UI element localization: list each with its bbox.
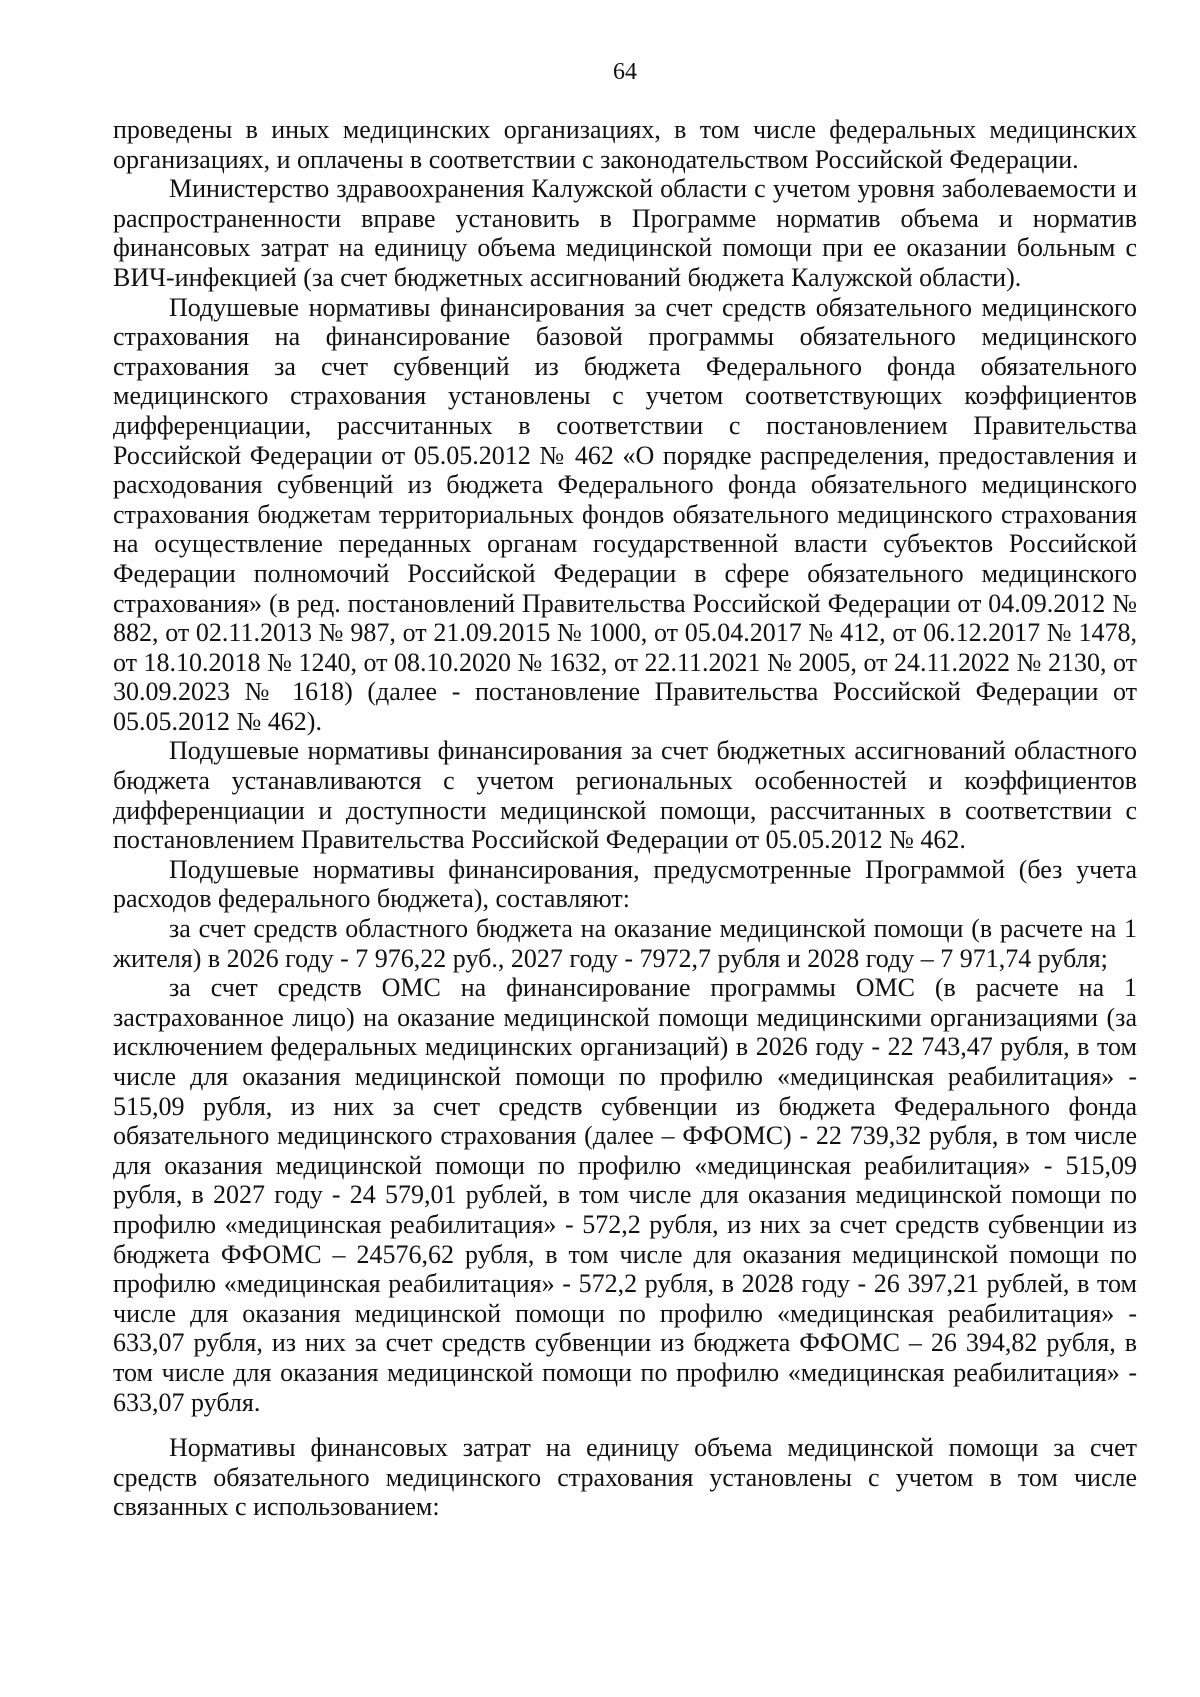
paragraph-cost-norms: Нормативы финансовых затрат на единицу объема медицинской помощи за счет средств обязательного медицинского страхования установлены с учетом в том числе связанных с использованием:	[113, 1433, 1137, 1522]
document-body	[113, 115, 1137, 1522]
paragraph-regional-budget-amounts: за счет средств областного бюджета на оказание медицинской помощи (в расчете на 1 жителя) в 2026 году - 7 976,22 руб., 2027 году - 7972,7 рубля и 2028 году – 7 971,74 рубля;	[113, 914, 1137, 973]
paragraph-regional-budget: Подушевые нормативы финансирования за счет бюджетных ассигнований областного бюджета устанавливаются с учетом региональных особенностей и коэффициентов дифференциации и доступности медицинской помощи, рассчитанных в соответствии с постановлением Правительства Российской Федерации от 05.05.2012 № 462.	[113, 736, 1137, 855]
paragraph-hiv-norms: Министерство здравоохранения Калужской области с учетом уровня заболеваемости и распространенности вправе установить в Программе норматив объема и норматив финансовых затрат на единицу объема медицинской помощи при ее оказании больным с ВИЧ-инфекцией (за счет бюджетных ассигнований бюджета Калужской области).	[113, 174, 1137, 292]
paragraph-oms-amounts: за счет средств ОМС на финансирование программы ОМС (в расчете на 1 застрахованное лицо) на оказание медицинской помощи медицинскими организациями (за исключением федеральных медицинских организаций) в 2026 году - 22 743,47 рубля, в том числе для оказания медицинской помощи по профилю «медицинская реабилитация» - 515,09 рубля, из них за счет средств субвенции из бюджета Федерального фонда обязательного медицинского страхования (далее – ФФОМС) - 22 739,32 рубля, в том числе для оказания медицинской помощи по профилю «медицинская реабилитация» - 515,09 рубля, в 2027 году - 24 579,01 рублей, в том числе для оказания медицинской помощи по профилю «медицинская реабилитация» - 572,2 рубля, из них за счет средств субвенции из бюджета ФФОМС – 24576,62 рубля, в том числе для оказания медицинской помощи по профилю «медицинская реабилитация» - 572,2 рубля, в 2028 году - 26 397,21 рублей, в том числе для оказания медицинской помощи по профилю «медицинская реабилитация» - 633,07 рубля, из них за счет средств субвенции из бюджета ФФОМС – 26 394,82 рубля, в том числе для оказания медицинской помощи по профилю «медицинская реабилитация» - 633,07 рубля.	[113, 973, 1137, 1417]
paragraph-continuation: проведены в иных медицинских организациях, в том числе федеральных медицинских организациях, и оплачены в соответствии с законодательством Российской Федерации.	[113, 115, 1137, 174]
page-number: 64	[613, 59, 637, 85]
paragraph-program-norms-intro: Подушевые нормативы финансирования, предусмотренные Программой (без учета расходов федерального бюджета), составляют:	[113, 854, 1137, 914]
paragraph-oms-per-capita: Подушевые нормативы финансирования за счет средств обязательного медицинского страхования на финансирование базовой программы обязательного медицинского страхования за счет субвенций из бюджета Федерального фонда обязательного медицинского страхования установлены с учетом соответствующих коэффициентов дифференциации, рассчитанных в соответствии с постановлением Правительства Российской Федерации от 05.05.2012 № 462 «О порядке распределения, предоставления и расходования субвенций из бюджета Федерального фонда обязательного медицинского страхования бюджетам территориальных фондов обязательного медицинского страхования на осуществление переданных органам государственной власти субъектов Российской Федерации полномочий Российской Федерации в сфере обязательного медицинского страхования» (в ред. постановлений Правительства Российской Федерации от 04.09.2012 № 882, от 02.11.2013 № 987, от 21.09.2015 № 1000, от 05.04.2017 № 412, от 06.12.2017 № 1478, от 18.10.2018 № 1240, от 08.10.2020 № 1632, от 22.11.2021 № 2005, от 24.11.2022 № 2130, от 30.09.2023 № 1618) (далее - постановление Правительства Российской Федерации от 05.05.2012 № 462).	[113, 292, 1137, 736]
